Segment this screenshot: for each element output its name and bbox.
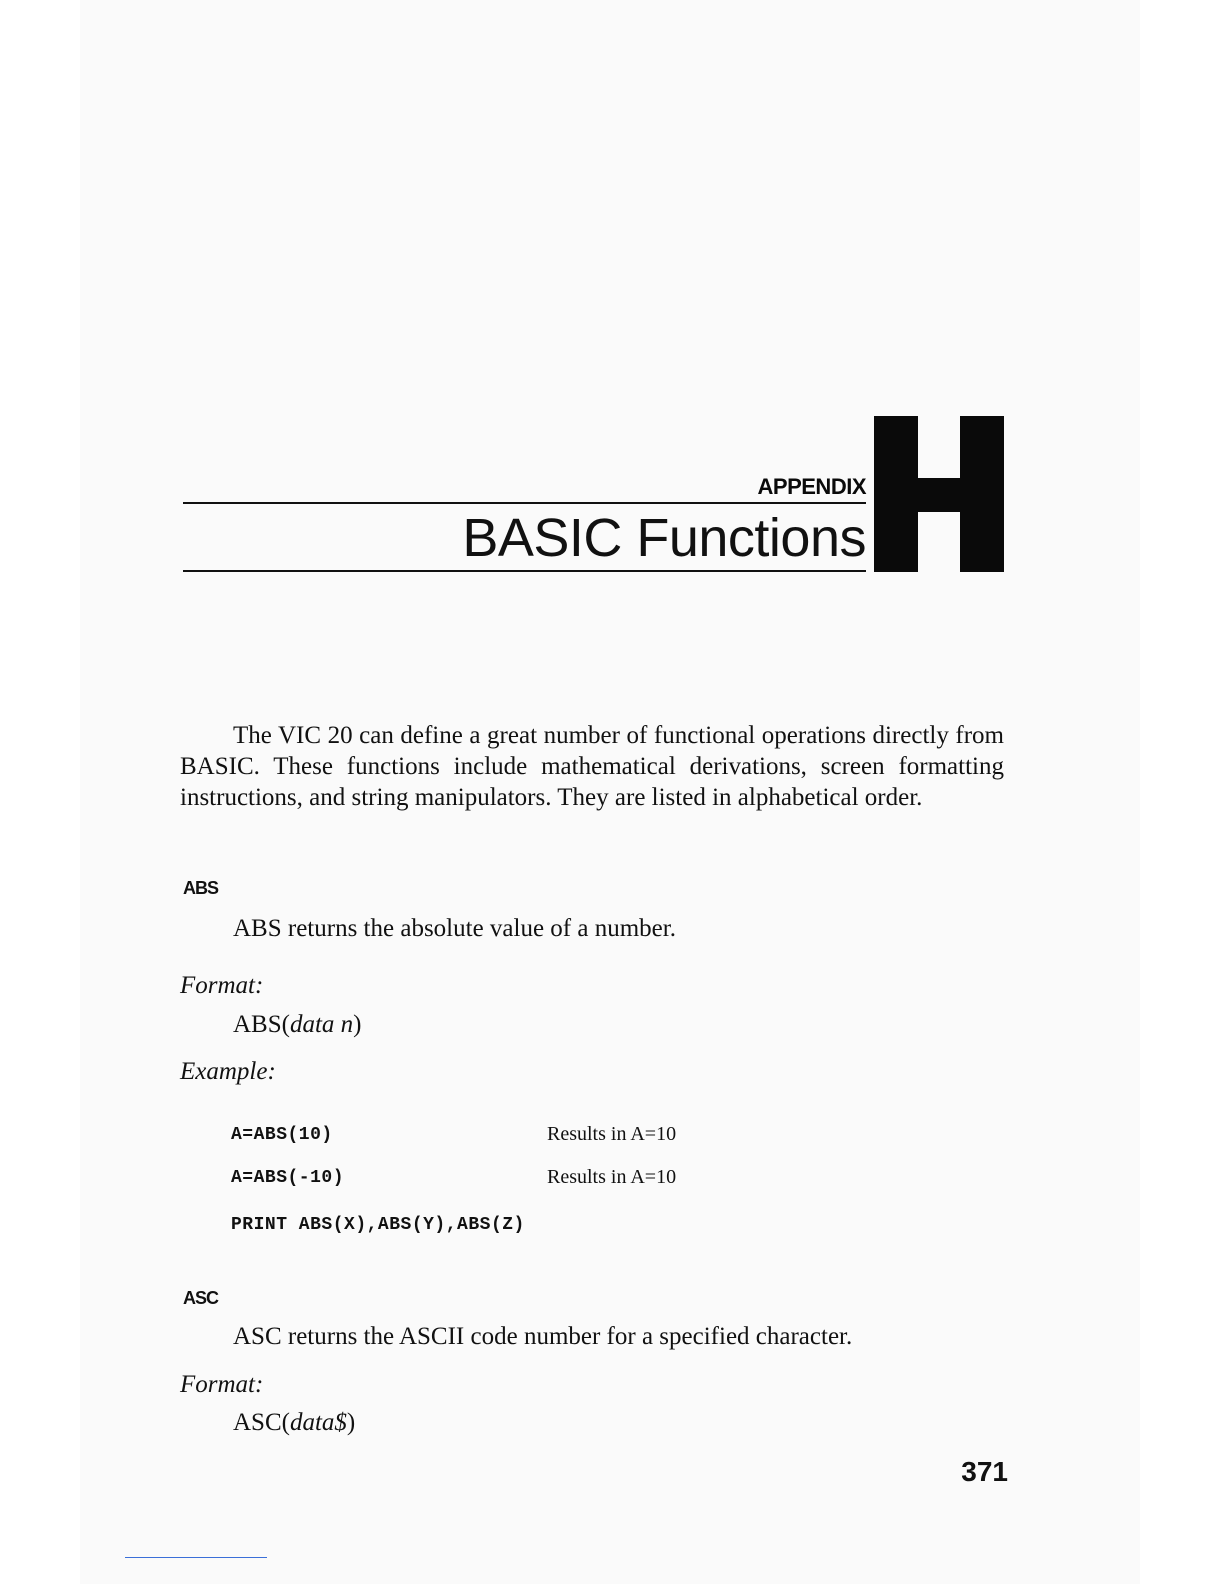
intro-paragraph <box>180 720 1004 813</box>
appendix-letter-H <box>874 416 1004 572</box>
letter-crossbar <box>914 478 964 512</box>
abs-example-code-1: A=ABS(10) <box>231 1125 333 1145</box>
header-rule-bottom <box>183 570 866 572</box>
abs-format-prefix: ABS( <box>233 1011 290 1038</box>
asc-format-arg: data$ <box>289 1409 347 1436</box>
abs-format-label: Format: <box>180 972 264 999</box>
asc-format-label: Format: <box>180 1371 264 1398</box>
appendix-label: APPENDIX <box>757 474 866 499</box>
abs-format <box>233 1011 362 1039</box>
abs-example-code-3: PRINT ABS(X),ABS(Y),ABS(Z) <box>231 1215 525 1235</box>
page-number: 371 <box>961 1456 1008 1487</box>
letter-left-stem <box>874 416 918 572</box>
abs-example-result-2: Results in A=10 <box>547 1166 677 1188</box>
abs-example-label: Example: <box>180 1058 276 1085</box>
letter-right-stem <box>960 416 1004 572</box>
asc-description: ASC returns the ASCII code number for a specified character. <box>233 1323 853 1350</box>
section-heading-abs: ABS <box>183 878 219 898</box>
asc-format <box>233 1409 355 1437</box>
abs-example-result-1: Results in A=10 <box>547 1123 677 1145</box>
chapter-title: BASIC Functions <box>462 508 866 568</box>
asc-format-suffix: ) <box>346 1409 356 1436</box>
abs-format-suffix: ) <box>353 1011 362 1038</box>
footer-divider <box>125 1557 267 1558</box>
abs-format-arg: data n <box>289 1011 354 1038</box>
asc-format-prefix: ASC( <box>233 1409 290 1436</box>
header-rule-top <box>183 502 866 504</box>
abs-description: ABS returns the absolute value of a number. <box>233 915 676 942</box>
section-heading-asc: ASC <box>183 1288 219 1308</box>
intro-text: The VIC 20 can define a great number of functional operations directly from BASIC. These functions include mathematical derivations, screen formatting instructions, and string manipulators. They are listed in alphabetical order. <box>180 722 1004 811</box>
abs-example-code-2: A=ABS(-10) <box>231 1168 345 1188</box>
